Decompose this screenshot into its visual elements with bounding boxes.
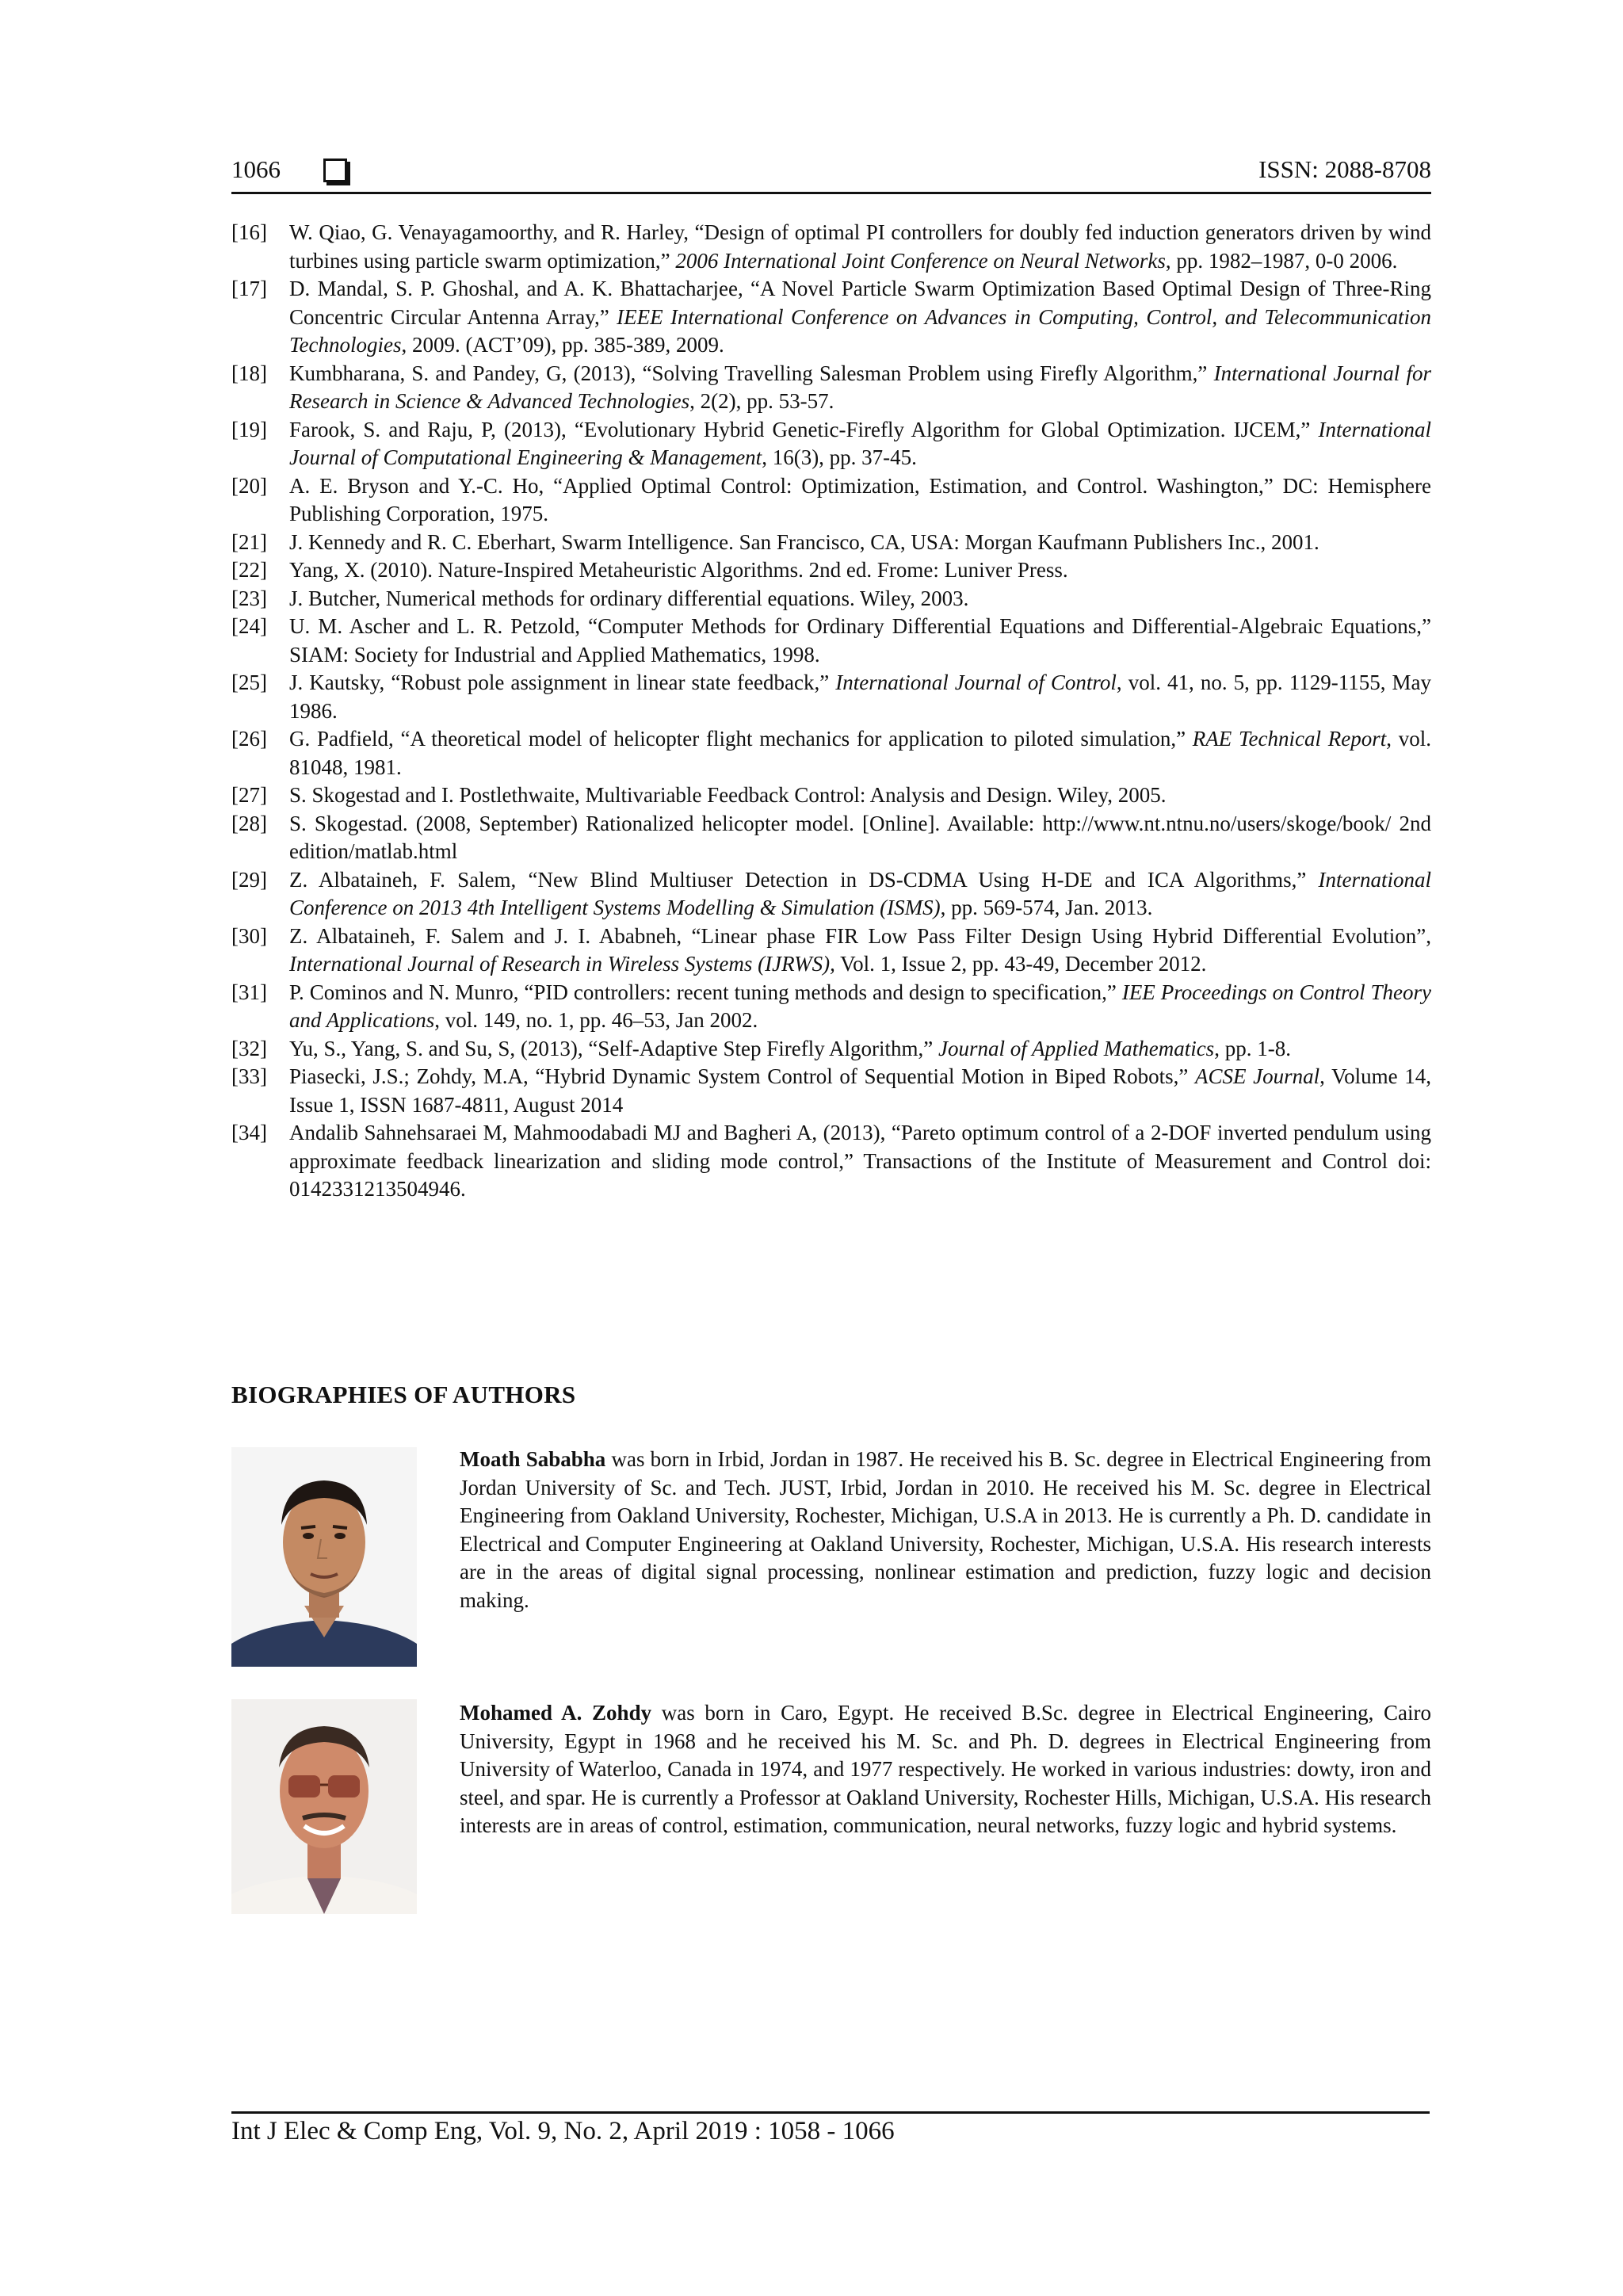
reference-venue: International Journal of Research in Wireless Systems (IJRWS), — [289, 952, 835, 976]
reference-text: , pp. 1-8. — [1214, 1036, 1291, 1060]
reference-item — [231, 585, 1431, 613]
reference-item — [231, 923, 1431, 979]
reference-venue: International Journal for Research in Science & Advanced Technologies — [289, 361, 1431, 413]
author-name: Mohamed A. Zohdy — [460, 1701, 652, 1725]
reference-item — [231, 472, 1431, 529]
reference-text: U. M. Ascher and L. R. Petzold, “Computer Methods for Ordinary Differential Equations and Differential-Algebraic Equations,” SIAM: Society for Industrial and Applied Mathematics, 1998. — [289, 614, 1431, 667]
reference-number: [23] — [231, 586, 267, 610]
reference-text: G. Padfield, “A theoretical model of helicopter flight mechanics for application to piloted simulation,” — [289, 727, 1193, 751]
reference-text: Andalib Sahnehsaraei M, Mahmoodabadi MJ and Bagheri A, (2013), “Pareto optimum control of a 2-DOF inverted pendulum using approximate feedback linearization and sliding mode control,” Transactions of the Institute of Measurement and Control doi: 0142331213504946. — [289, 1121, 1431, 1201]
author-name: Moath Sababha — [460, 1447, 606, 1471]
reference-number: [26] — [231, 727, 267, 751]
reference-item — [231, 416, 1431, 472]
reference-item — [231, 556, 1431, 585]
author-photo-sababha — [231, 1447, 417, 1667]
page-footer: Int J Elec & Comp Eng, Vol. 9, No. 2, April 2019 : 1058 - 1066 — [231, 2117, 895, 2145]
reference-item — [231, 529, 1431, 557]
reference-text: Z. Albataineh, F. Salem and J. I. Ababneh, “Linear phase FIR Low Pass Filter Design Using Hybrid Differential Evolution”, — [289, 923, 1431, 948]
page-header — [231, 155, 1431, 190]
reference-number: [30] — [231, 923, 267, 948]
reference-text: Kumbharana, S. and Pandey, G, (2013), “Solving Travelling Salesman Problem using Firefly Algorithm,” — [289, 361, 1214, 385]
biographies-heading: BIOGRAPHIES OF AUTHORS — [231, 1381, 576, 1408]
reference-number: [19] — [231, 417, 267, 441]
reference-item — [231, 275, 1431, 360]
reference-item — [231, 1035, 1431, 1064]
reference-text: S. Skogestad and I. Postlethwaite, Multivariable Feedback Control: Analysis and Design. Wiley, 2005. — [289, 783, 1167, 807]
reference-text: , 16(3), pp. 37-45. — [762, 445, 917, 469]
reference-text: Vol. 1, Issue 2, pp. 43-49, December 2012. — [834, 952, 1207, 976]
reference-text: , vol. 41, no. 5, pp. 1129-1155, May 1986. — [289, 670, 1431, 723]
header-rule — [231, 192, 1431, 194]
reference-item — [231, 360, 1431, 416]
reference-text: P. Cominos and N. Munro, “PID controllers: recent tuning methods and design to specification,” — [289, 980, 1122, 1004]
reference-text: J. Butcher, Numerical methods for ordinary differential equations. Wiley, 2003. — [289, 586, 969, 610]
reference-text: D. Mandal, S. P. Ghoshal, and A. K. Bhattacharjee, “A Novel Particle Swarm Optimization Based Optimal Design of Three-Ring Concentric Circular Antenna Array,” — [289, 277, 1431, 329]
reference-text: Piasecki, J.S.; Zohdy, M.A, “Hybrid Dynamic System Control of Sequential Motion in Biped Robots,” — [289, 1064, 1196, 1088]
reference-text: J. Kautsky, “Robust pole assignment in linear state feedback,” — [289, 670, 836, 694]
reference-item — [231, 1119, 1431, 1204]
reference-text: Yu, S., Yang, S. and Su, S, (2013), “Self-Adaptive Step Firefly Algorithm,” — [289, 1036, 938, 1060]
reference-number: [25] — [231, 670, 267, 694]
author-bio-text: was born in Caro, Egypt. He received B.Sc. degree in Electrical Engineering, Cairo University, Egypt in 1968 and he received his M. Sc. and Ph. D. degrees in Electrical Engineering from University of Waterloo, Canada in 1974, and 1977 respectively. He worked in various industries: dowty, iron and steel, and spar. He is currently a Professor at Oakland University, Rochester Hills, Michigan, U.S.A. His research interests are in areas of control, estimation, communication, neural networks, fuzzy logic and hybrid systems. — [460, 1701, 1431, 1837]
reference-text: , vol. 81048, 1981. — [289, 727, 1431, 779]
author-bio-text: was born in Irbid, Jordan in 1987. He received his B. Sc. degree in Electrical Engineering from Jordan University of Sc. and Tech. JUST, Irbid, Jordan in 2010. He received his M. Sc. degree in Electrical Engineering from Oakland University, Rochester, Michigan, U.S.A in 2013. He is currently a Ph. D. candidate in Electrical and Computer Engineering at Oakland University, Rochester, Michigan, U.S.A. His research interests are in the areas of digital signal processing, nonlinear estimation and prediction, fuzzy logic and decision making. — [460, 1447, 1431, 1612]
reference-number: [22] — [231, 558, 267, 582]
reference-number: [20] — [231, 473, 267, 498]
reference-text: , vol. 149, no. 1, pp. 46–53, Jan 2002. — [434, 1008, 758, 1032]
reference-venue: International Journal of Computational Engineering & Management — [289, 417, 1431, 469]
reference-venue: IEEE International Conference on Advances in Computing, Control, and Telecommunication Technologies — [289, 304, 1431, 357]
reference-text: Yang, X. (2010). Nature-Inspired Metaheuristic Algorithms. 2nd ed. Frome: Luniver Press. — [289, 558, 1068, 582]
reference-text: , 2009. (ACT’09), pp. 385-389, 2009. — [401, 333, 724, 357]
reference-list — [231, 219, 1431, 1204]
reference-number: [32] — [231, 1036, 267, 1060]
author-photo-zohdy — [231, 1699, 417, 1914]
reference-item — [231, 669, 1431, 725]
reference-venue: International Conference on 2013 4th Intelligent Systems Modelling & Simulation (ISMS) — [289, 867, 1431, 919]
reference-venue: ACSE Journal — [1195, 1064, 1320, 1088]
square-bullet-icon — [323, 159, 347, 182]
reference-number: [27] — [231, 783, 267, 807]
reference-item — [231, 1063, 1431, 1119]
reference-number: [34] — [231, 1121, 267, 1144]
reference-text: , 2(2), pp. 53-57. — [689, 389, 834, 413]
reference-venue: Journal of Applied Mathematics — [938, 1036, 1215, 1060]
reference-item — [231, 219, 1431, 275]
reference-venue: RAE Technical Report — [1192, 727, 1387, 751]
reference-text: J. Kennedy and R. C. Eberhart, Swarm Intelligence. San Francisco, CA, USA: Morgan Kaufmann Publishers Inc., 2001. — [289, 529, 1319, 554]
author-bio-zohdy — [460, 1699, 1431, 1840]
reference-item — [231, 613, 1431, 669]
reference-venue: 2006 International Joint Conference on Neural Networks — [675, 248, 1166, 273]
reference-number: [21] — [231, 529, 267, 554]
reference-text: A. E. Bryson and Y.-C. Ho, “Applied Optimal Control: Optimization, Estimation, and Control. Washington,” DC: Hemisphere Publishing Corporation, 1975. — [289, 473, 1431, 525]
reference-text: Farook, S. and Raju, P, (2013), “Evolutionary Hybrid Genetic-Firefly Algorithm for Global Optimization. IJCEM,” — [289, 417, 1319, 441]
reference-text: S. Skogestad. (2008, September) Rationalized helicopter model. [Online]. Available: http://www.nt.ntnu.no/users/skoge/book/ 2nd edition/matlab.html — [289, 811, 1431, 863]
page-number: 1066 — [231, 155, 281, 183]
reference-number: [31] — [231, 980, 267, 1004]
reference-number: [24] — [231, 614, 267, 638]
reference-number: [28] — [231, 811, 267, 835]
reference-item — [231, 781, 1431, 810]
reference-number: [33] — [231, 1064, 267, 1088]
reference-item — [231, 810, 1431, 866]
reference-venue: International Journal of Control — [835, 670, 1117, 694]
reference-number: [29] — [231, 867, 267, 892]
reference-text: , pp. 569-574, Jan. 2013. — [940, 896, 1153, 919]
reference-number: [17] — [231, 277, 267, 300]
reference-text: , pp. 1982–1987, 0-0 2006. — [1165, 248, 1398, 273]
reference-item — [231, 866, 1431, 923]
issn-label: ISSN: 2088-8708 — [1258, 155, 1431, 183]
reference-number: [16] — [231, 220, 267, 244]
reference-text: , Volume 14, Issue 1, ISSN 1687-4811, August 2014 — [289, 1064, 1431, 1117]
reference-number: [18] — [231, 361, 267, 385]
reference-item — [231, 725, 1431, 781]
footer-rule — [231, 2111, 1430, 2114]
reference-text: Z. Albataineh, F. Salem, “New Blind Multiuser Detection in DS-CDMA Using H-DE and ICA Algorithms,” — [289, 867, 1319, 892]
reference-venue: IEE Proceedings on Control Theory and Applications — [289, 980, 1431, 1032]
reference-item — [231, 979, 1431, 1035]
author-bio-sababha — [460, 1446, 1431, 1614]
reference-text: W. Qiao, G. Venayagamoorthy, and R. Harley, “Design of optimal PI controllers for doubly fed induction generators driven by wind turbines using particle swarm optimization,” — [289, 220, 1431, 273]
